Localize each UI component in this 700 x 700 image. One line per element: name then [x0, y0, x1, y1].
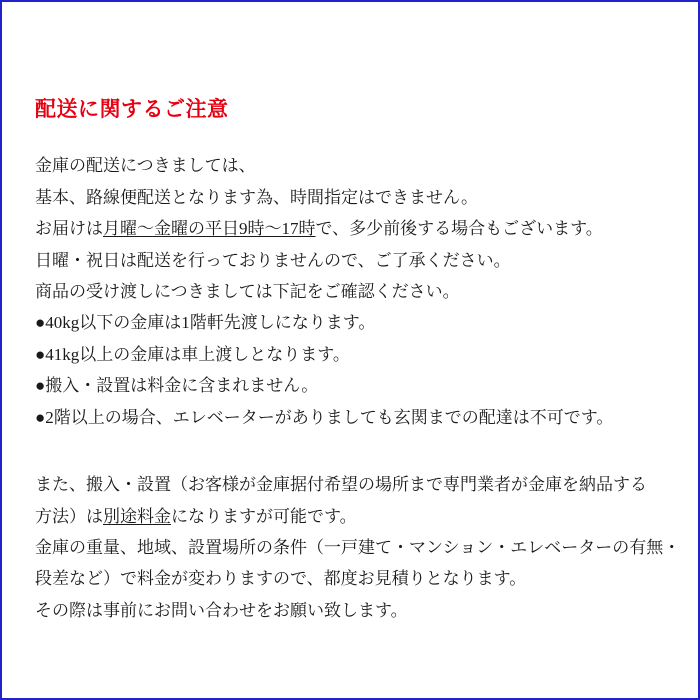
notice-content — [35, 97, 681, 626]
section-spacer — [35, 433, 668, 469]
installation-fee-emphasis: 別途料金 — [103, 506, 171, 526]
delivery-notes-section — [35, 150, 668, 433]
delivery-hours-prefix: お届けは — [35, 219, 103, 239]
notice-bullet-item: ●搬入・設置は料金に含まれません。 — [35, 376, 319, 396]
notice-bullet-item: ●2階以上の場合、エレベーターがありましても玄関までの配達は不可です。 — [35, 407, 614, 427]
notice-line-delivery-hours — [35, 213, 668, 244]
notice-line: 商品の受け渡しにつきましては下記をご確認ください。 — [35, 281, 460, 301]
installation-line-fee — [35, 501, 668, 532]
notice-bullet-item: ●40kg以下の金庫は1階軒先渡しになります。 — [35, 313, 376, 333]
installation-notes-section — [35, 469, 681, 626]
notice-line: 基本、路線便配送となります為、時間指定はできません。 — [35, 187, 479, 207]
delivery-hours-suffix: で、多少前後する場合もございます。 — [315, 219, 603, 239]
installation-line: その際は事前にお問い合わせをお願い致します。 — [35, 600, 408, 620]
installation-fee-prefix: 方法）は — [35, 506, 103, 526]
notice-line: 金庫の配送につきましては、 — [35, 156, 256, 176]
notice-bullet-item: ●41kg以上の金庫は車上渡しとなります。 — [35, 344, 350, 364]
installation-line: 段差など）で料金が変わりますので、都度お見積りとなります。 — [35, 569, 527, 589]
notice-line: 日曜・祝日は配送を行っておりませんので、ご了承ください。 — [35, 250, 511, 270]
delivery-hours-emphasis: 月曜～金曜の平日9時～17時 — [103, 219, 316, 239]
installation-fee-suffix: になりますが可能です。 — [171, 506, 357, 526]
installation-line: 金庫の重量、地域、設置場所の条件（一戸建て・マンション・エレベーターの有無・ — [35, 538, 681, 557]
page-title: 配送に関するご注意 — [35, 97, 229, 121]
installation-line: また、搬入・設置（お客様が金庫据付希望の場所まで専門業者が金庫を納品する — [35, 475, 647, 495]
